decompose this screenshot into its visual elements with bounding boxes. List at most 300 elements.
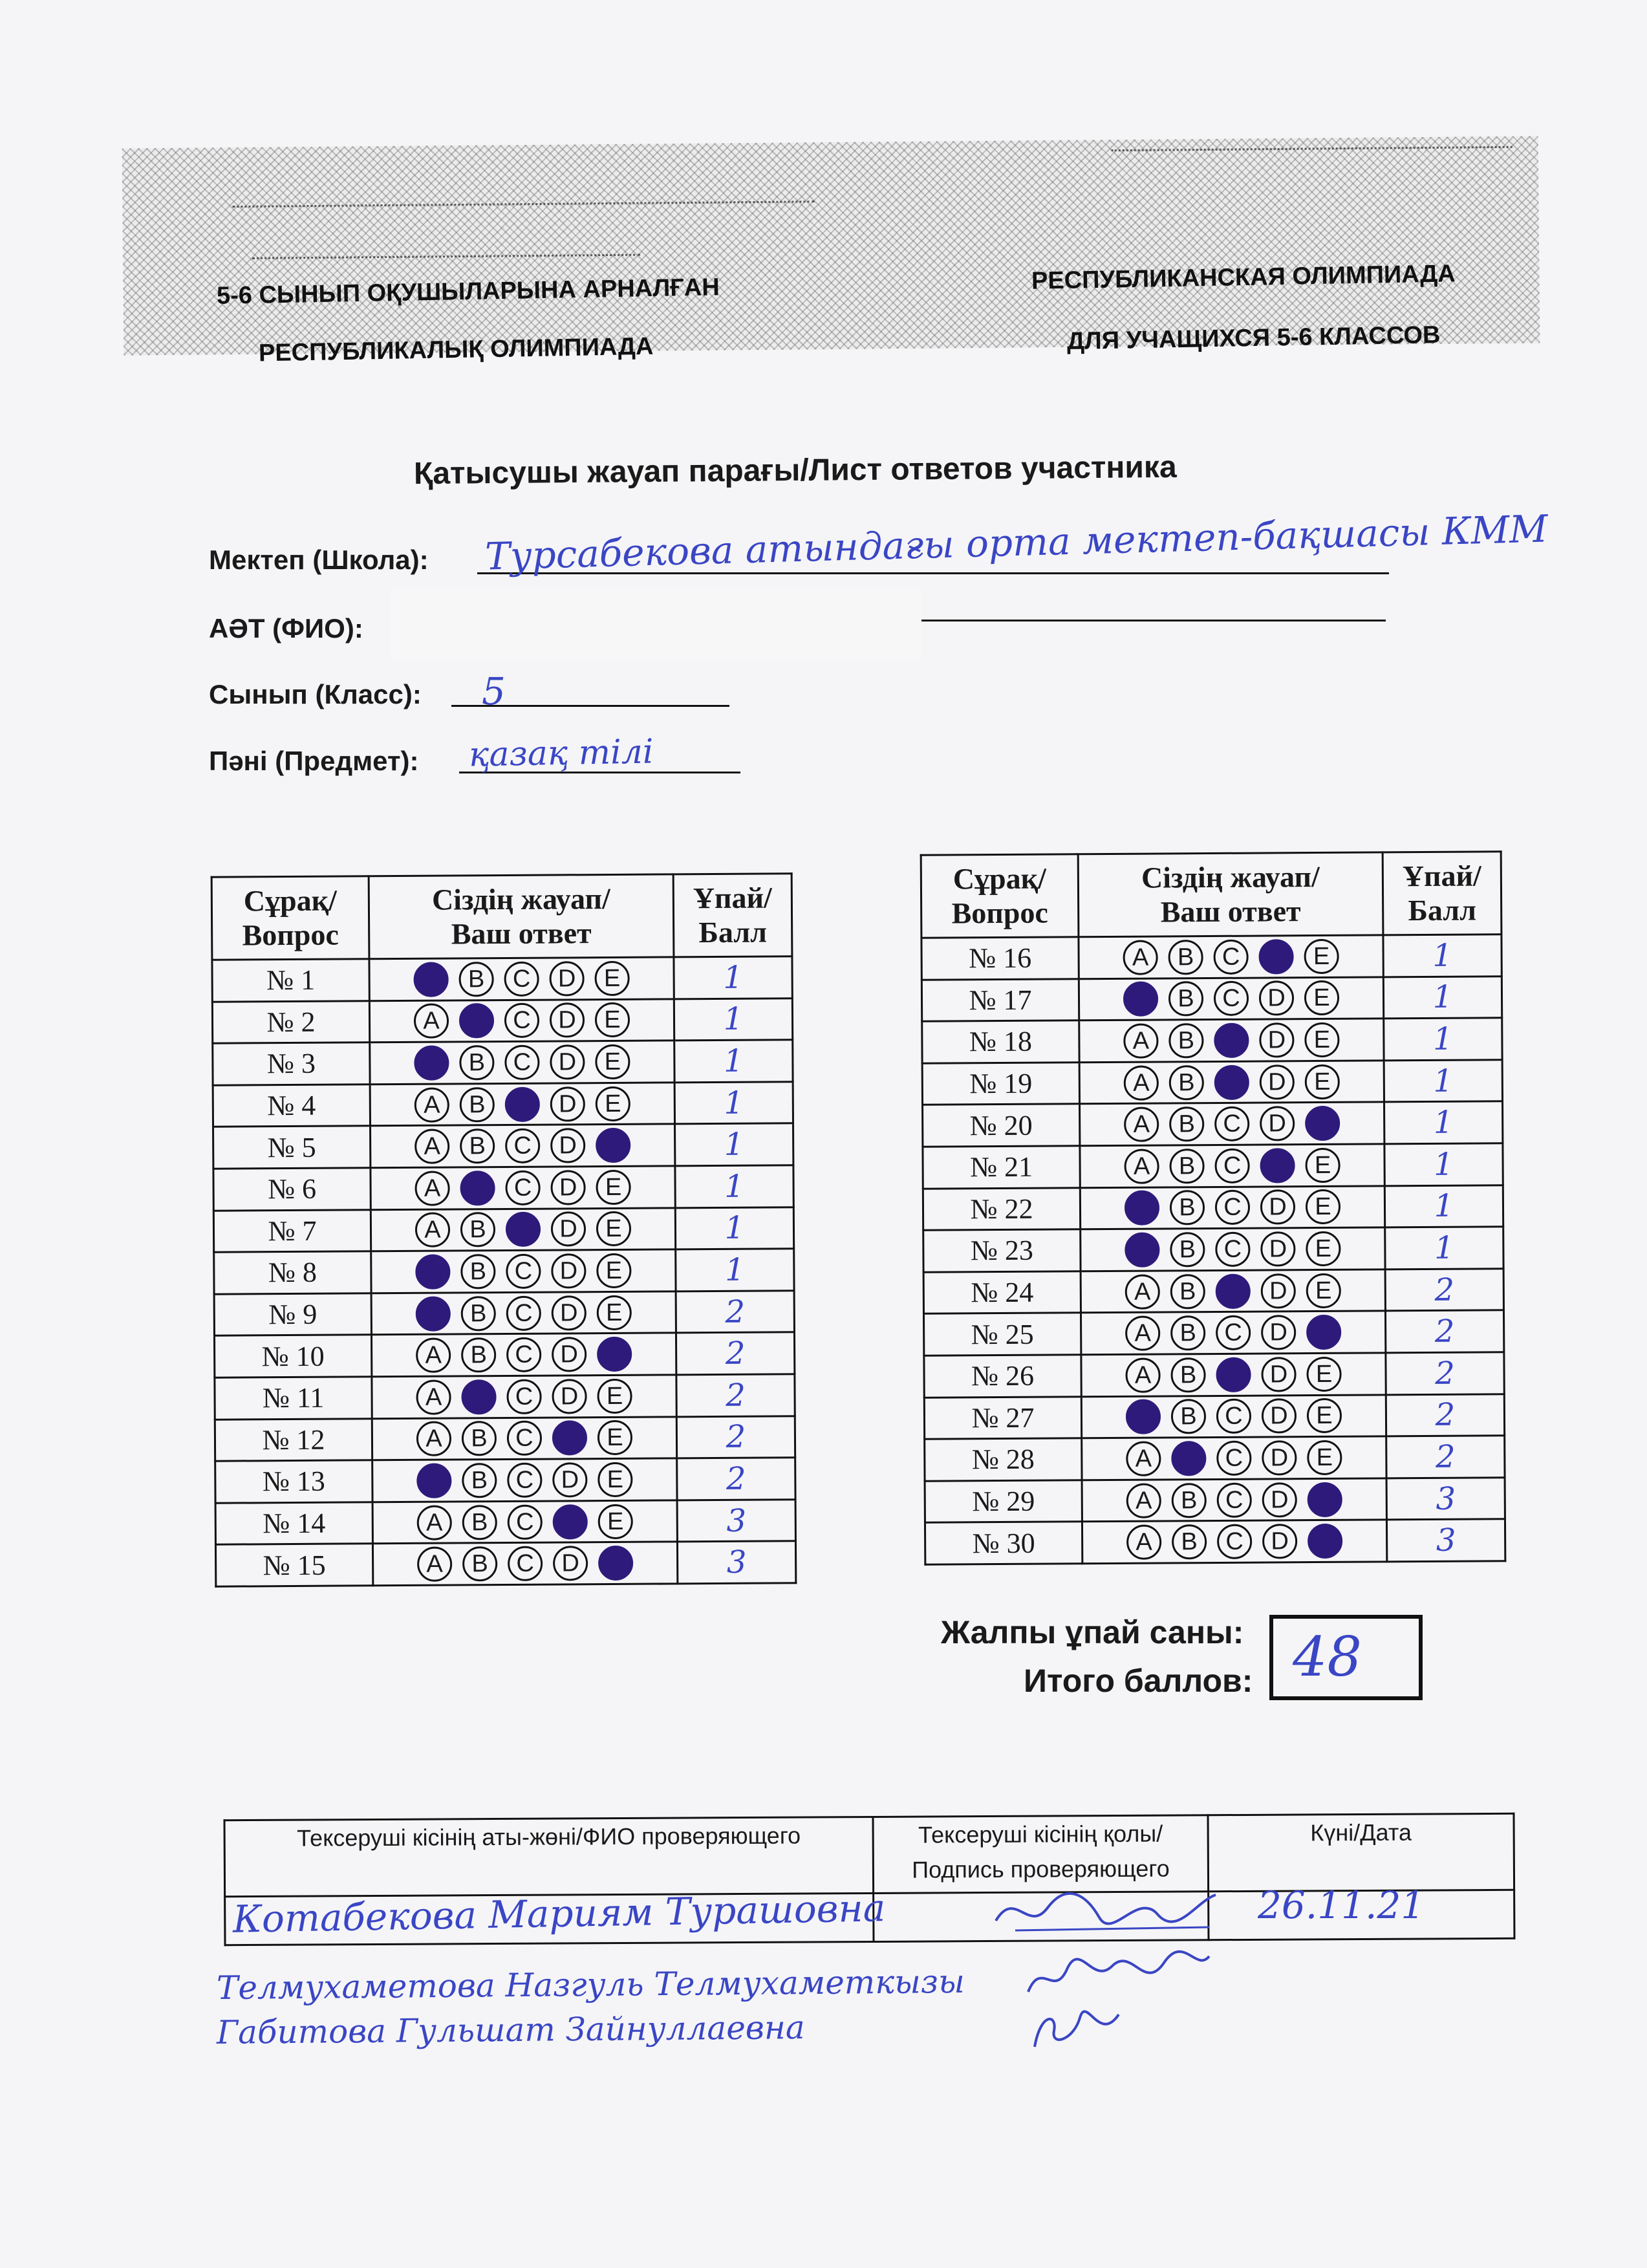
option-bubble-b[interactable]: B — [460, 1087, 495, 1122]
option-bubble-a[interactable]: A — [1123, 982, 1158, 1017]
option-bubble-d[interactable]: D — [1259, 1022, 1294, 1057]
option-bubble-e[interactable]: E — [1308, 1482, 1342, 1517]
score-value: 2 — [1386, 1352, 1504, 1395]
option-bubble-c[interactable]: C — [1214, 1023, 1249, 1058]
option-bubble-e[interactable]: E — [1305, 1064, 1340, 1099]
option-bubble-a[interactable]: A — [417, 1505, 452, 1540]
checker2-name: Телмухаметова Назгуль Телмухаметкызы — [216, 1962, 965, 2007]
score-value: 3 — [677, 1499, 795, 1542]
option-bubble-c[interactable]: C — [1214, 1107, 1249, 1141]
answer-row — [925, 1436, 1505, 1481]
score-value: 2 — [676, 1332, 794, 1375]
answer-row — [212, 998, 792, 1043]
option-bubble-e[interactable]: E — [597, 1420, 632, 1455]
option-bubble-e[interactable]: E — [597, 1295, 632, 1330]
question-number: № 18 — [922, 1021, 1079, 1063]
answer-row — [213, 1207, 793, 1252]
option-bubble-d[interactable]: D — [1258, 939, 1293, 974]
option-bubble-e[interactable]: E — [596, 1253, 631, 1288]
option-bubble-c[interactable]: C — [1216, 1315, 1251, 1350]
answer-options — [1081, 1353, 1386, 1396]
header-kz-line2: РЕСПУБЛИКАЛЫҚ ОЛИМПИАДА — [258, 332, 654, 367]
check-date: 26.11.21 — [1258, 1883, 1425, 1927]
option-bubble-b[interactable]: B — [1172, 1524, 1207, 1559]
option-bubble-a[interactable]: A — [1123, 940, 1157, 975]
answer-options — [1079, 977, 1383, 1020]
question-number: № 12 — [215, 1418, 372, 1461]
answer-options — [1080, 1102, 1384, 1145]
banner-dotted-line — [252, 254, 640, 259]
option-bubble-e[interactable]: E — [597, 1379, 632, 1414]
option-bubble-a[interactable]: A — [414, 1129, 449, 1164]
header-ru-line1: РЕСПУБЛИКАНСКАЯ ОЛИМПИАДА — [1031, 260, 1456, 295]
checker3-name: Габитова Гульшат Зайнуллаевна — [216, 2009, 805, 2051]
answer-options — [1081, 1394, 1386, 1438]
option-bubble-d[interactable]: D — [550, 1003, 585, 1038]
option-bubble-a[interactable]: A — [1124, 1107, 1159, 1142]
option-bubble-d[interactable]: D — [1260, 1148, 1295, 1183]
option-bubble-d[interactable]: D — [1260, 1106, 1295, 1141]
header-kz-line1: 5-6 СЫНЫП ОҚУШЫЛАРЫНА АРНАЛҒАН — [216, 274, 720, 310]
option-bubble-e[interactable]: E — [1306, 1231, 1340, 1266]
option-bubble-e[interactable]: E — [596, 1128, 630, 1163]
option-bubble-e[interactable]: E — [595, 1002, 630, 1037]
answer-options — [371, 1333, 676, 1376]
option-bubble-c[interactable]: C — [1213, 939, 1248, 974]
option-bubble-b[interactable]: B — [460, 1129, 495, 1163]
option-bubble-b[interactable]: B — [1170, 1274, 1205, 1309]
answer-row — [923, 1227, 1503, 1272]
option-bubble-d[interactable]: D — [1261, 1315, 1296, 1350]
class-value: 5 — [482, 669, 506, 713]
option-bubble-e[interactable]: E — [597, 1462, 632, 1497]
fio-label: АӘТ (ФИО): — [209, 613, 363, 643]
option-bubble-d[interactable]: D — [552, 1295, 587, 1330]
col-question-header: Сұрақ/ Вопрос — [211, 876, 369, 960]
option-bubble-e[interactable]: E — [1305, 1148, 1340, 1183]
score-value: 1 — [1384, 1018, 1502, 1061]
question-number: № 4 — [213, 1085, 370, 1127]
option-bubble-b[interactable]: B — [1170, 1315, 1205, 1350]
option-bubble-a[interactable]: A — [1125, 1274, 1160, 1309]
option-bubble-c[interactable]: C — [508, 1504, 543, 1539]
option-bubble-a[interactable]: A — [414, 1171, 449, 1205]
option-bubble-e[interactable]: E — [1305, 1106, 1340, 1141]
score-value: 1 — [1384, 1185, 1503, 1227]
answer-options — [372, 1458, 677, 1502]
option-bubble-e[interactable]: E — [596, 1170, 630, 1205]
option-bubble-d[interactable]: D — [1260, 1231, 1295, 1266]
score-value: 1 — [675, 1123, 793, 1166]
option-bubble-b[interactable]: B — [462, 1463, 497, 1498]
answer-table-left — [211, 872, 797, 1587]
option-bubble-e[interactable]: E — [595, 1044, 630, 1079]
checker1-signature — [989, 1882, 1222, 1940]
option-bubble-c[interactable]: C — [507, 1421, 542, 1456]
option-bubble-e[interactable]: E — [1304, 1022, 1339, 1057]
col-question-header: Сұрақ/ Вопрос — [921, 854, 1079, 938]
option-bubble-b[interactable]: B — [1172, 1483, 1207, 1518]
option-bubble-a[interactable]: A — [1125, 1232, 1159, 1267]
option-bubble-b[interactable]: B — [461, 1379, 496, 1414]
option-bubble-d[interactable]: D — [550, 1128, 585, 1163]
header-banner — [122, 136, 1540, 355]
option-bubble-b[interactable]: B — [460, 1171, 495, 1205]
option-bubble-d[interactable]: D — [1262, 1399, 1297, 1434]
answer-row — [215, 1374, 795, 1420]
answer-rows — [921, 934, 1505, 1564]
option-bubble-a[interactable]: A — [415, 1213, 450, 1247]
option-bubble-e[interactable]: E — [1304, 980, 1339, 1015]
option-bubble-c[interactable]: C — [506, 1254, 541, 1289]
option-bubble-c[interactable]: C — [1217, 1524, 1252, 1559]
score-value: 1 — [1383, 934, 1502, 977]
answer-row — [215, 1499, 795, 1544]
answer-row — [214, 1332, 794, 1377]
option-bubble-b[interactable]: B — [1168, 1023, 1203, 1058]
score-value: 3 — [1386, 1477, 1505, 1520]
question-number: № 7 — [213, 1209, 371, 1252]
option-bubble-c[interactable]: C — [506, 1379, 541, 1414]
score-value: 3 — [1386, 1519, 1505, 1562]
option-bubble-e[interactable]: E — [1306, 1273, 1341, 1308]
option-bubble-c[interactable]: C — [1216, 1273, 1251, 1308]
answer-table-right — [920, 850, 1507, 1565]
option-bubble-c[interactable]: C — [1215, 1190, 1250, 1225]
option-bubble-e[interactable]: E — [1304, 939, 1339, 974]
option-bubble-a[interactable]: A — [1125, 1316, 1160, 1351]
option-bubble-a[interactable]: A — [1124, 1065, 1159, 1100]
question-number: № 19 — [922, 1063, 1079, 1105]
option-bubble-b[interactable]: B — [461, 1296, 496, 1331]
score-value: 1 — [675, 1165, 793, 1208]
option-bubble-c[interactable]: C — [505, 1086, 540, 1121]
question-number: № 27 — [924, 1396, 1081, 1439]
option-bubble-d[interactable]: D — [1261, 1273, 1296, 1308]
question-number: № 20 — [923, 1104, 1080, 1147]
score-value: 1 — [674, 1040, 793, 1083]
answer-row — [921, 976, 1502, 1021]
option-bubble-c[interactable]: C — [1214, 1064, 1249, 1099]
question-number: № 26 — [924, 1355, 1081, 1398]
option-bubble-a[interactable]: A — [417, 1547, 452, 1582]
question-number: № 28 — [925, 1438, 1082, 1481]
banner-dotted-line — [232, 200, 814, 208]
option-bubble-b[interactable]: B — [462, 1505, 497, 1540]
checker3-signature — [1028, 2005, 1125, 2053]
option-bubble-b[interactable]: B — [460, 1254, 495, 1289]
answer-row — [213, 1082, 793, 1127]
option-bubble-a[interactable]: A — [1126, 1483, 1161, 1518]
subject-label: Пәні (Предмет): — [209, 746, 419, 776]
question-number: № 29 — [925, 1480, 1082, 1522]
score-value: 1 — [1384, 1060, 1502, 1103]
score-value: 1 — [1384, 1143, 1503, 1186]
option-bubble-c[interactable]: C — [504, 1045, 539, 1080]
option-bubble-b[interactable]: B — [1169, 1149, 1204, 1183]
answer-options — [1082, 1436, 1386, 1480]
option-bubble-c[interactable]: C — [506, 1337, 541, 1372]
option-bubble-b[interactable]: B — [458, 962, 493, 997]
option-bubble-e[interactable]: E — [596, 1211, 631, 1246]
option-bubble-b[interactable]: B — [1168, 981, 1203, 1016]
question-number: № 23 — [923, 1229, 1081, 1272]
option-bubble-e[interactable]: E — [598, 1546, 633, 1581]
answer-row — [215, 1416, 795, 1461]
answer-row — [215, 1458, 795, 1503]
option-bubble-a[interactable]: A — [416, 1379, 451, 1414]
answer-row — [924, 1352, 1504, 1398]
answer-row — [923, 1310, 1503, 1355]
score-value: 2 — [676, 1416, 795, 1458]
answer-row — [922, 1018, 1502, 1063]
answer-row — [925, 1477, 1505, 1522]
total-label-ru: Итого баллов: — [1024, 1663, 1253, 1699]
option-bubble-c[interactable]: C — [1216, 1399, 1251, 1434]
option-bubble-a[interactable]: A — [415, 1254, 450, 1289]
option-bubble-b[interactable]: B — [1169, 1065, 1204, 1100]
option-bubble-a[interactable]: A — [414, 1045, 449, 1080]
col-score-header: Ұпай/ Балл — [1383, 852, 1502, 935]
answer-row — [924, 1394, 1504, 1439]
answer-options — [1080, 1144, 1384, 1187]
score-value: 2 — [1386, 1394, 1504, 1436]
question-number: № 21 — [923, 1146, 1080, 1189]
answer-options — [1081, 1227, 1385, 1271]
option-bubble-d[interactable]: D — [1259, 981, 1294, 1016]
option-bubble-a[interactable]: A — [1126, 1399, 1161, 1434]
total-value: 48 — [1293, 1625, 1362, 1689]
total-box — [1269, 1615, 1423, 1700]
answer-options — [1082, 1520, 1386, 1563]
option-bubble-d[interactable]: D — [549, 961, 584, 996]
option-bubble-b[interactable]: B — [1170, 1232, 1205, 1267]
option-bubble-b[interactable]: B — [1170, 1190, 1205, 1225]
option-bubble-a[interactable]: A — [413, 962, 448, 997]
option-bubble-b[interactable]: B — [460, 1212, 495, 1247]
option-bubble-d[interactable]: D — [550, 1086, 585, 1121]
option-bubble-c[interactable]: C — [506, 1295, 541, 1330]
option-bubble-d[interactable]: D — [1260, 1190, 1295, 1225]
question-number: № 11 — [215, 1377, 372, 1420]
answer-row — [214, 1249, 794, 1294]
answer-row — [213, 1123, 793, 1169]
checker-signature-header: Тексеруші кісінің қолы/ Подпись проверяющего — [873, 1815, 1209, 1894]
option-bubble-a[interactable]: A — [416, 1296, 451, 1331]
answer-row — [212, 956, 792, 1002]
answer-row — [213, 1040, 793, 1085]
score-value: 2 — [1385, 1310, 1503, 1353]
option-bubble-a[interactable]: A — [414, 1004, 449, 1039]
option-bubble-d[interactable]: D — [553, 1546, 588, 1581]
question-number: № 5 — [213, 1126, 371, 1169]
option-bubble-c[interactable]: C — [1214, 981, 1249, 1016]
option-bubble-d[interactable]: D — [550, 1170, 585, 1205]
option-bubble-b[interactable]: B — [459, 1003, 494, 1038]
answer-options — [371, 1291, 676, 1335]
option-bubble-b[interactable]: B — [462, 1421, 497, 1456]
answer-row — [921, 934, 1502, 980]
score-value: 1 — [1384, 1101, 1503, 1144]
option-bubble-b[interactable]: B — [1170, 1357, 1205, 1392]
option-bubble-b[interactable]: B — [461, 1337, 496, 1372]
option-bubble-a[interactable]: A — [414, 1087, 449, 1122]
option-bubble-c[interactable]: C — [506, 1212, 541, 1247]
option-bubble-a[interactable]: A — [1124, 1149, 1159, 1183]
question-number: № 10 — [214, 1335, 371, 1377]
score-value: 1 — [674, 1082, 793, 1125]
option-bubble-b[interactable]: B — [1168, 940, 1203, 975]
option-bubble-e[interactable]: E — [1306, 1357, 1341, 1392]
answer-row — [923, 1269, 1503, 1314]
option-bubble-e[interactable]: E — [1306, 1189, 1340, 1224]
option-bubble-c[interactable]: C — [508, 1546, 543, 1581]
option-bubble-c[interactable]: C — [507, 1463, 542, 1498]
question-number: № 22 — [923, 1187, 1080, 1230]
answer-options — [371, 1166, 675, 1209]
answer-options — [371, 1124, 675, 1167]
option-bubble-e[interactable]: E — [596, 1086, 630, 1121]
option-bubble-d[interactable]: D — [1260, 1064, 1295, 1099]
score-value: 2 — [1385, 1269, 1503, 1312]
answer-options — [372, 1416, 676, 1460]
score-value: 1 — [675, 1207, 793, 1249]
option-bubble-a[interactable]: A — [416, 1421, 451, 1456]
option-bubble-d[interactable]: D — [550, 1044, 585, 1079]
total-label-kz: Жалпы ұпай саны: — [941, 1614, 1244, 1650]
option-bubble-e[interactable]: E — [594, 961, 629, 996]
option-bubble-b[interactable]: B — [1171, 1399, 1206, 1434]
option-bubble-b[interactable]: B — [459, 1045, 494, 1080]
option-bubble-d[interactable]: D — [1262, 1482, 1297, 1517]
question-number: № 15 — [215, 1544, 372, 1586]
option-bubble-a[interactable]: A — [1123, 1023, 1158, 1058]
option-bubble-a[interactable]: A — [1126, 1441, 1161, 1476]
option-bubble-a[interactable]: A — [416, 1463, 451, 1498]
banner-dotted-line — [1112, 146, 1512, 151]
option-bubble-e[interactable]: E — [1307, 1398, 1342, 1433]
class-label: Сынып (Класс): — [209, 679, 422, 709]
option-bubble-d[interactable]: D — [551, 1253, 586, 1288]
answer-options — [1079, 1019, 1384, 1062]
question-number: № 30 — [925, 1522, 1082, 1564]
option-bubble-a[interactable]: A — [1126, 1525, 1161, 1560]
option-bubble-d[interactable]: D — [551, 1212, 586, 1247]
header-ru-line2: ДЛЯ УЧАЩИХСЯ 5-6 КЛАССОВ — [1066, 321, 1441, 356]
page-title: Қатысушы жауап парағы/Лист ответов участника — [413, 449, 1177, 491]
score-value: 1 — [1383, 976, 1502, 1019]
option-bubble-a[interactable]: A — [1125, 1191, 1159, 1226]
score-value: 2 — [677, 1458, 795, 1500]
score-value: 2 — [1386, 1436, 1505, 1478]
option-bubble-a[interactable]: A — [1125, 1357, 1160, 1392]
option-bubble-d[interactable]: D — [552, 1379, 587, 1414]
option-bubble-c[interactable]: C — [1215, 1232, 1250, 1267]
option-bubble-d[interactable]: D — [1261, 1357, 1296, 1392]
option-bubble-c[interactable]: C — [505, 1129, 540, 1163]
option-bubble-e[interactable]: E — [1307, 1440, 1342, 1475]
option-bubble-d[interactable]: D — [1262, 1440, 1297, 1475]
question-number: № 1 — [212, 959, 369, 1002]
option-bubble-d[interactable]: D — [553, 1504, 588, 1539]
question-number: № 14 — [215, 1502, 372, 1544]
option-bubble-d[interactable]: D — [552, 1337, 587, 1372]
redacted-name — [391, 589, 921, 660]
answer-options — [1082, 1478, 1386, 1522]
col-score-header: Ұпай/ Балл — [673, 874, 792, 957]
option-bubble-e[interactable]: E — [597, 1337, 632, 1372]
question-number: № 6 — [213, 1168, 371, 1211]
option-bubble-c[interactable]: C — [1216, 1441, 1251, 1476]
answer-options — [1079, 935, 1383, 978]
answer-options — [369, 999, 674, 1042]
option-bubble-e[interactable]: E — [598, 1504, 633, 1539]
answer-row — [925, 1519, 1505, 1564]
option-bubble-e[interactable]: E — [1308, 1524, 1342, 1559]
question-number: № 8 — [214, 1251, 371, 1294]
answer-options — [372, 1375, 676, 1418]
option-bubble-c[interactable]: C — [1216, 1357, 1251, 1392]
option-bubble-c[interactable]: C — [504, 961, 539, 996]
school-value: Турсабекова атындағы орта мектеп-бақшасы КММ — [484, 506, 1549, 579]
answer-row — [923, 1185, 1503, 1230]
question-number: № 13 — [215, 1460, 372, 1503]
option-bubble-d[interactable]: D — [552, 1421, 587, 1456]
answer-row — [922, 1060, 1502, 1105]
option-bubble-c[interactable]: C — [1214, 1148, 1249, 1183]
score-value: 3 — [677, 1541, 795, 1584]
option-bubble-b[interactable]: B — [462, 1546, 497, 1581]
question-number: № 25 — [923, 1313, 1081, 1355]
answer-options — [371, 1207, 675, 1251]
answer-options — [370, 1041, 674, 1084]
option-bubble-c[interactable]: C — [505, 1170, 540, 1205]
option-bubble-c[interactable]: C — [504, 1003, 539, 1038]
option-bubble-b[interactable]: B — [1169, 1107, 1204, 1141]
date-header: Күні/Дата — [1208, 1813, 1514, 1891]
answer-options — [1080, 1185, 1384, 1229]
question-number: № 17 — [921, 978, 1079, 1021]
score-value: 1 — [674, 956, 792, 999]
option-bubble-d[interactable]: D — [552, 1462, 587, 1497]
answer-options — [372, 1500, 677, 1544]
score-value: 2 — [676, 1374, 795, 1417]
option-bubble-e[interactable]: E — [1306, 1315, 1341, 1350]
school-label: Мектеп (Школа): — [209, 545, 429, 575]
question-number: № 3 — [213, 1042, 370, 1085]
answer-options — [1081, 1269, 1385, 1313]
answer-row — [923, 1143, 1503, 1189]
score-value: 1 — [1385, 1227, 1503, 1269]
option-bubble-b[interactable]: B — [1171, 1441, 1206, 1476]
answer-options — [371, 1249, 676, 1293]
answer-options — [1081, 1311, 1385, 1354]
score-value: 2 — [676, 1291, 794, 1334]
option-bubble-d[interactable]: D — [1262, 1524, 1297, 1559]
option-bubble-a[interactable]: A — [416, 1338, 451, 1373]
answer-row — [213, 1165, 793, 1211]
answer-row — [923, 1101, 1503, 1147]
answer-row — [215, 1541, 795, 1586]
option-bubble-c[interactable]: C — [1217, 1482, 1252, 1517]
answer-options — [372, 1542, 677, 1585]
score-value: 1 — [676, 1249, 794, 1291]
answer-options — [369, 957, 674, 1000]
score-value: 1 — [674, 998, 792, 1041]
checker2-signature — [1022, 1947, 1216, 2005]
answer-options — [1079, 1061, 1384, 1104]
checker-name-header: Тексеруші кісінің аты-жөні/ФИО проверяющего — [224, 1817, 874, 1896]
